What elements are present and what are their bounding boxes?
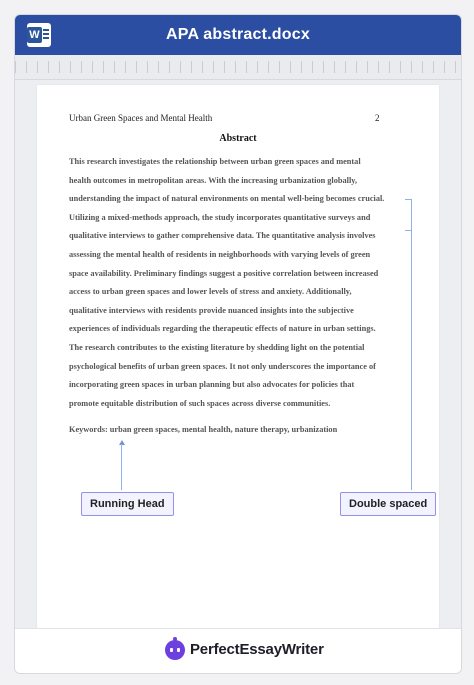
brand-footer	[15, 628, 461, 673]
abstract-line: experiences of individuals regarding the therapeutic effects of nature in urban settings.	[69, 324, 376, 334]
keywords-line: Keywords: urban green spaces, mental health, nature therapy, urbanization	[69, 425, 338, 434]
robot-logo-icon	[165, 640, 185, 660]
abstract-line: assessing the mental health of residents in neighborhoods with varying levels of green	[69, 249, 371, 259]
word-icon: W	[27, 23, 51, 47]
abstract-line: promote equitable distribution of such spaces across diverse communities.	[69, 398, 331, 408]
running-head-callout: Running Head	[81, 492, 174, 516]
brand-name-part2: EssayWriter	[239, 641, 324, 658]
abstract-line: The research contributes to the existing literature by shedding light on the potential	[69, 342, 365, 352]
double-spaced-connector	[411, 215, 412, 490]
brand-name	[190, 640, 324, 660]
abstract-line: incorporating green spaces in urban planning but also advocates for policies that	[69, 380, 355, 390]
running-head-connector	[121, 444, 122, 490]
brand-name-part1: Perfect	[190, 641, 240, 658]
abstract-line: understanding the impact of natural environments on mental well-being becomes crucial.	[69, 194, 385, 204]
abstract-line: access to urban green spaces and lower levels of stress and anxiety. Additionally,	[69, 287, 352, 297]
abstract-body	[69, 153, 409, 413]
abstract-line: space availability. Preliminary findings suggest a positive correlation between increased	[69, 268, 379, 278]
document-page	[37, 85, 439, 637]
abstract-line: qualitative interviews with residents provide nuanced insights into the subjective	[69, 305, 354, 315]
abstract-line: Utilizing a mixed-methods approach, the study incorporates quantitative surveys and	[69, 212, 371, 222]
abstract-line: qualitative interviews to gather comprehensive data. The quantitative analysis involves	[69, 231, 376, 241]
running-head-arrow-icon	[119, 440, 125, 445]
ruler	[15, 55, 461, 80]
document-title: APA abstract.docx	[166, 26, 310, 43]
abstract-line: This research investigates the relationship between urban green spaces and mental	[69, 157, 361, 166]
double-spaced-callout: Double spaced	[340, 492, 436, 516]
running-head-text: Urban Green Spaces and Mental Health	[69, 113, 213, 123]
abstract-line: health outcomes in metropolitan areas. With the increasing urbanization globally,	[69, 175, 358, 185]
abstract-line: psychological benefits of urban green spaces. It not only underscores the importance of	[69, 361, 376, 371]
abstract-heading: Abstract	[219, 133, 257, 144]
page-number: 2	[375, 113, 380, 123]
document-frame	[14, 14, 462, 674]
title-bar	[15, 15, 461, 55]
